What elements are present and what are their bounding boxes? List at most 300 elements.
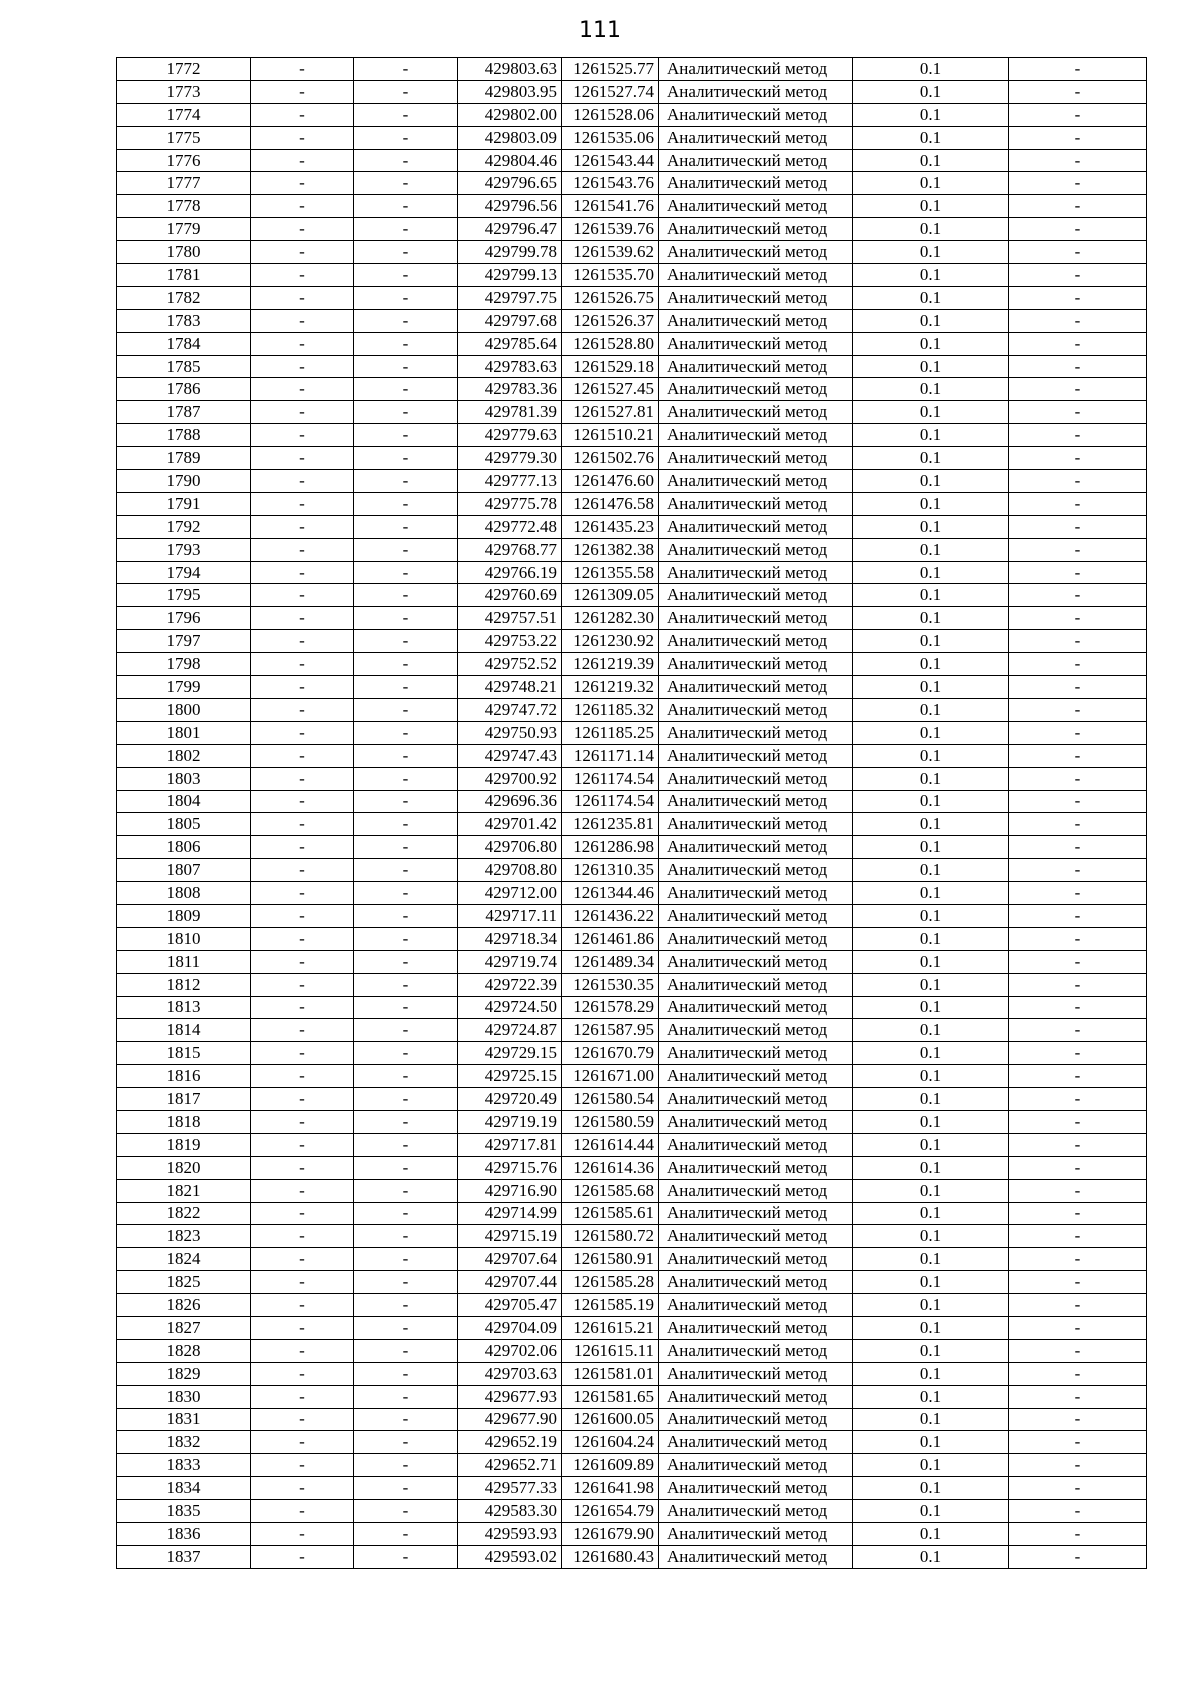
- y-coordinate-cell: 1261476.58: [562, 492, 659, 515]
- method-cell: Аналитический метод: [659, 1225, 853, 1248]
- blank-cell-b: -: [354, 1294, 458, 1317]
- table-row: [117, 904, 1147, 927]
- blank-cell-a: -: [251, 904, 354, 927]
- y-coordinate-cell: 1261185.32: [562, 698, 659, 721]
- blank-cell-a: -: [251, 607, 354, 630]
- method-cell: Аналитический метод: [659, 1110, 853, 1133]
- y-coordinate-cell: 1261585.19: [562, 1294, 659, 1317]
- y-coordinate-cell: 1261530.35: [562, 973, 659, 996]
- point-number-cell: 1827: [117, 1316, 251, 1339]
- blank-cell-b: -: [354, 1500, 458, 1523]
- accuracy-cell: 0.1: [853, 378, 1009, 401]
- method-cell: Аналитический метод: [659, 813, 853, 836]
- y-coordinate-cell: 1261476.60: [562, 470, 659, 493]
- blank-cell-c: -: [1009, 721, 1147, 744]
- point-number-cell: 1817: [117, 1088, 251, 1111]
- point-number-cell: 1804: [117, 790, 251, 813]
- blank-cell-b: -: [354, 515, 458, 538]
- blank-cell-b: -: [354, 241, 458, 264]
- method-cell: Аналитический метод: [659, 1431, 853, 1454]
- table-row: [117, 264, 1147, 287]
- accuracy-cell: 0.1: [853, 927, 1009, 950]
- point-number-cell: 1773: [117, 80, 251, 103]
- x-coordinate-cell: 429583.30: [458, 1500, 562, 1523]
- table-row: [117, 401, 1147, 424]
- point-number-cell: 1806: [117, 836, 251, 859]
- blank-cell-b: -: [354, 904, 458, 927]
- point-number-cell: 1811: [117, 950, 251, 973]
- x-coordinate-cell: 429704.09: [458, 1316, 562, 1339]
- x-coordinate-cell: 429718.34: [458, 927, 562, 950]
- point-number-cell: 1776: [117, 149, 251, 172]
- method-cell: Аналитический метод: [659, 1248, 853, 1271]
- x-coordinate-cell: 429781.39: [458, 401, 562, 424]
- y-coordinate-cell: 1261286.98: [562, 836, 659, 859]
- table-row: [117, 1339, 1147, 1362]
- y-coordinate-cell: 1261529.18: [562, 355, 659, 378]
- method-cell: Аналитический метод: [659, 1316, 853, 1339]
- blank-cell-c: -: [1009, 218, 1147, 241]
- y-coordinate-cell: 1261585.61: [562, 1202, 659, 1225]
- accuracy-cell: 0.1: [853, 1271, 1009, 1294]
- blank-cell-a: -: [251, 1316, 354, 1339]
- blank-cell-c: -: [1009, 950, 1147, 973]
- table-row: [117, 996, 1147, 1019]
- accuracy-cell: 0.1: [853, 447, 1009, 470]
- blank-cell-c: -: [1009, 355, 1147, 378]
- blank-cell-a: -: [251, 1065, 354, 1088]
- blank-cell-c: -: [1009, 1248, 1147, 1271]
- accuracy-cell: 0.1: [853, 424, 1009, 447]
- blank-cell-b: -: [354, 218, 458, 241]
- blank-cell-c: -: [1009, 309, 1147, 332]
- y-coordinate-cell: 1261680.43: [562, 1545, 659, 1568]
- table-row: [117, 584, 1147, 607]
- point-number-cell: 1790: [117, 470, 251, 493]
- table-row: [117, 1065, 1147, 1088]
- accuracy-cell: 0.1: [853, 515, 1009, 538]
- point-number-cell: 1783: [117, 309, 251, 332]
- y-coordinate-cell: 1261585.68: [562, 1179, 659, 1202]
- x-coordinate-cell: 429725.15: [458, 1065, 562, 1088]
- x-coordinate-cell: 429707.64: [458, 1248, 562, 1271]
- point-number-cell: 1781: [117, 264, 251, 287]
- method-cell: Аналитический метод: [659, 309, 853, 332]
- x-coordinate-cell: 429757.51: [458, 607, 562, 630]
- method-cell: Аналитический метод: [659, 653, 853, 676]
- blank-cell-c: -: [1009, 1431, 1147, 1454]
- y-coordinate-cell: 1261382.38: [562, 538, 659, 561]
- x-coordinate-cell: 429803.63: [458, 58, 562, 81]
- method-cell: Аналитический метод: [659, 401, 853, 424]
- point-number-cell: 1797: [117, 630, 251, 653]
- x-coordinate-cell: 429715.76: [458, 1156, 562, 1179]
- point-number-cell: 1816: [117, 1065, 251, 1088]
- table-row: [117, 721, 1147, 744]
- blank-cell-c: -: [1009, 1019, 1147, 1042]
- table-row: [117, 1019, 1147, 1042]
- blank-cell-c: -: [1009, 927, 1147, 950]
- method-cell: Аналитический метод: [659, 630, 853, 653]
- x-coordinate-cell: 429796.65: [458, 172, 562, 195]
- y-coordinate-cell: 1261609.89: [562, 1454, 659, 1477]
- point-number-cell: 1836: [117, 1523, 251, 1546]
- y-coordinate-cell: 1261654.79: [562, 1500, 659, 1523]
- blank-cell-b: -: [354, 721, 458, 744]
- x-coordinate-cell: 429719.74: [458, 950, 562, 973]
- method-cell: Аналитический метод: [659, 904, 853, 927]
- point-number-cell: 1828: [117, 1339, 251, 1362]
- blank-cell-a: -: [251, 767, 354, 790]
- table-row: [117, 1042, 1147, 1065]
- x-coordinate-cell: 429700.92: [458, 767, 562, 790]
- blank-cell-c: -: [1009, 996, 1147, 1019]
- y-coordinate-cell: 1261436.22: [562, 904, 659, 927]
- method-cell: Аналитический метод: [659, 1133, 853, 1156]
- blank-cell-b: -: [354, 80, 458, 103]
- point-number-cell: 1798: [117, 653, 251, 676]
- accuracy-cell: 0.1: [853, 58, 1009, 81]
- blank-cell-a: -: [251, 676, 354, 699]
- blank-cell-a: -: [251, 241, 354, 264]
- blank-cell-c: -: [1009, 1477, 1147, 1500]
- blank-cell-b: -: [354, 1156, 458, 1179]
- point-number-cell: 1805: [117, 813, 251, 836]
- x-coordinate-cell: 429747.72: [458, 698, 562, 721]
- point-number-cell: 1792: [117, 515, 251, 538]
- blank-cell-a: -: [251, 1133, 354, 1156]
- blank-cell-c: -: [1009, 1500, 1147, 1523]
- blank-cell-c: -: [1009, 1545, 1147, 1568]
- table-row: [117, 195, 1147, 218]
- y-coordinate-cell: 1261670.79: [562, 1042, 659, 1065]
- accuracy-cell: 0.1: [853, 309, 1009, 332]
- y-coordinate-cell: 1261309.05: [562, 584, 659, 607]
- table-row: [117, 470, 1147, 493]
- blank-cell-a: -: [251, 401, 354, 424]
- blank-cell-a: -: [251, 538, 354, 561]
- blank-cell-a: -: [251, 1454, 354, 1477]
- x-coordinate-cell: 429716.90: [458, 1179, 562, 1202]
- accuracy-cell: 0.1: [853, 836, 1009, 859]
- blank-cell-b: -: [354, 653, 458, 676]
- blank-cell-b: -: [354, 1545, 458, 1568]
- method-cell: Аналитический метод: [659, 195, 853, 218]
- y-coordinate-cell: 1261527.74: [562, 80, 659, 103]
- method-cell: Аналитический метод: [659, 332, 853, 355]
- blank-cell-a: -: [251, 264, 354, 287]
- y-coordinate-cell: 1261541.76: [562, 195, 659, 218]
- blank-cell-b: -: [354, 790, 458, 813]
- y-coordinate-cell: 1261526.75: [562, 286, 659, 309]
- accuracy-cell: 0.1: [853, 744, 1009, 767]
- table-row: [117, 1454, 1147, 1477]
- y-coordinate-cell: 1261435.23: [562, 515, 659, 538]
- method-cell: Аналитический метод: [659, 286, 853, 309]
- accuracy-cell: 0.1: [853, 1385, 1009, 1408]
- blank-cell-a: -: [251, 126, 354, 149]
- x-coordinate-cell: 429777.13: [458, 470, 562, 493]
- y-coordinate-cell: 1261230.92: [562, 630, 659, 653]
- method-cell: Аналитический метод: [659, 1271, 853, 1294]
- table-row: [117, 882, 1147, 905]
- blank-cell-c: -: [1009, 195, 1147, 218]
- blank-cell-b: -: [354, 1362, 458, 1385]
- x-coordinate-cell: 429750.93: [458, 721, 562, 744]
- y-coordinate-cell: 1261615.21: [562, 1316, 659, 1339]
- blank-cell-a: -: [251, 973, 354, 996]
- table-row: [117, 332, 1147, 355]
- y-coordinate-cell: 1261585.28: [562, 1271, 659, 1294]
- method-cell: Аналитический метод: [659, 950, 853, 973]
- blank-cell-b: -: [354, 950, 458, 973]
- y-coordinate-cell: 1261185.25: [562, 721, 659, 744]
- blank-cell-c: -: [1009, 1133, 1147, 1156]
- accuracy-cell: 0.1: [853, 996, 1009, 1019]
- point-number-cell: 1800: [117, 698, 251, 721]
- table-row: [117, 309, 1147, 332]
- blank-cell-c: -: [1009, 515, 1147, 538]
- x-coordinate-cell: 429803.95: [458, 80, 562, 103]
- accuracy-cell: 0.1: [853, 630, 1009, 653]
- blank-cell-b: -: [354, 836, 458, 859]
- method-cell: Аналитический метод: [659, 538, 853, 561]
- y-coordinate-cell: 1261535.70: [562, 264, 659, 287]
- method-cell: Аналитический метод: [659, 859, 853, 882]
- table-row: [117, 1294, 1147, 1317]
- y-coordinate-cell: 1261527.45: [562, 378, 659, 401]
- blank-cell-c: -: [1009, 698, 1147, 721]
- accuracy-cell: 0.1: [853, 1408, 1009, 1431]
- table-row: [117, 172, 1147, 195]
- blank-cell-a: -: [251, 1110, 354, 1133]
- point-number-cell: 1821: [117, 1179, 251, 1202]
- blank-cell-b: -: [354, 1316, 458, 1339]
- accuracy-cell: 0.1: [853, 1454, 1009, 1477]
- blank-cell-a: -: [251, 172, 354, 195]
- blank-cell-b: -: [354, 630, 458, 653]
- accuracy-cell: 0.1: [853, 80, 1009, 103]
- blank-cell-b: -: [354, 1225, 458, 1248]
- point-number-cell: 1787: [117, 401, 251, 424]
- accuracy-cell: 0.1: [853, 286, 1009, 309]
- y-coordinate-cell: 1261219.32: [562, 676, 659, 699]
- point-number-cell: 1834: [117, 1477, 251, 1500]
- method-cell: Аналитический метод: [659, 1477, 853, 1500]
- point-number-cell: 1803: [117, 767, 251, 790]
- blank-cell-a: -: [251, 515, 354, 538]
- point-number-cell: 1794: [117, 561, 251, 584]
- blank-cell-b: -: [354, 538, 458, 561]
- table-row: [117, 607, 1147, 630]
- y-coordinate-cell: 1261171.14: [562, 744, 659, 767]
- y-coordinate-cell: 1261510.21: [562, 424, 659, 447]
- blank-cell-c: -: [1009, 424, 1147, 447]
- x-coordinate-cell: 429722.39: [458, 973, 562, 996]
- blank-cell-b: -: [354, 401, 458, 424]
- blank-cell-a: -: [251, 882, 354, 905]
- method-cell: Аналитический метод: [659, 172, 853, 195]
- x-coordinate-cell: 429799.78: [458, 241, 562, 264]
- accuracy-cell: 0.1: [853, 241, 1009, 264]
- method-cell: Аналитический метод: [659, 1362, 853, 1385]
- method-cell: Аналитический метод: [659, 103, 853, 126]
- point-number-cell: 1814: [117, 1019, 251, 1042]
- y-coordinate-cell: 1261539.76: [562, 218, 659, 241]
- table-row: [117, 126, 1147, 149]
- point-number-cell: 1791: [117, 492, 251, 515]
- y-coordinate-cell: 1261543.44: [562, 149, 659, 172]
- blank-cell-c: -: [1009, 744, 1147, 767]
- point-number-cell: 1810: [117, 927, 251, 950]
- table-row: [117, 218, 1147, 241]
- table-row: [117, 1523, 1147, 1546]
- table-row: [117, 790, 1147, 813]
- method-cell: Аналитический метод: [659, 1065, 853, 1088]
- accuracy-cell: 0.1: [853, 264, 1009, 287]
- blank-cell-a: -: [251, 1294, 354, 1317]
- blank-cell-a: -: [251, 309, 354, 332]
- blank-cell-c: -: [1009, 538, 1147, 561]
- accuracy-cell: 0.1: [853, 355, 1009, 378]
- table-row: [117, 1156, 1147, 1179]
- x-coordinate-cell: 429796.56: [458, 195, 562, 218]
- y-coordinate-cell: 1261581.01: [562, 1362, 659, 1385]
- x-coordinate-cell: 429797.75: [458, 286, 562, 309]
- table-row: [117, 241, 1147, 264]
- point-number-cell: 1780: [117, 241, 251, 264]
- blank-cell-a: -: [251, 584, 354, 607]
- accuracy-cell: 0.1: [853, 1202, 1009, 1225]
- y-coordinate-cell: 1261614.44: [562, 1133, 659, 1156]
- point-number-cell: 1799: [117, 676, 251, 699]
- blank-cell-b: -: [354, 1133, 458, 1156]
- point-number-cell: 1802: [117, 744, 251, 767]
- accuracy-cell: 0.1: [853, 1316, 1009, 1339]
- blank-cell-c: -: [1009, 172, 1147, 195]
- x-coordinate-cell: 429593.02: [458, 1545, 562, 1568]
- y-coordinate-cell: 1261580.54: [562, 1088, 659, 1111]
- x-coordinate-cell: 429803.09: [458, 126, 562, 149]
- method-cell: Аналитический метод: [659, 1042, 853, 1065]
- method-cell: Аналитический метод: [659, 1156, 853, 1179]
- blank-cell-c: -: [1009, 1110, 1147, 1133]
- point-number-cell: 1823: [117, 1225, 251, 1248]
- method-cell: Аналитический метод: [659, 126, 853, 149]
- accuracy-cell: 0.1: [853, 1110, 1009, 1133]
- table-row: [117, 1545, 1147, 1568]
- point-number-cell: 1778: [117, 195, 251, 218]
- y-coordinate-cell: 1261535.06: [562, 126, 659, 149]
- blank-cell-a: -: [251, 470, 354, 493]
- table-row: [117, 286, 1147, 309]
- blank-cell-b: -: [354, 744, 458, 767]
- y-coordinate-cell: 1261641.98: [562, 1477, 659, 1500]
- accuracy-cell: 0.1: [853, 149, 1009, 172]
- x-coordinate-cell: 429719.19: [458, 1110, 562, 1133]
- blank-cell-a: -: [251, 1339, 354, 1362]
- blank-cell-b: -: [354, 149, 458, 172]
- table-row: [117, 1431, 1147, 1454]
- method-cell: Аналитический метод: [659, 1454, 853, 1477]
- blank-cell-b: -: [354, 607, 458, 630]
- y-coordinate-cell: 1261679.90: [562, 1523, 659, 1546]
- point-number-cell: 1801: [117, 721, 251, 744]
- table-row: [117, 1316, 1147, 1339]
- y-coordinate-cell: 1261580.91: [562, 1248, 659, 1271]
- blank-cell-a: -: [251, 195, 354, 218]
- accuracy-cell: 0.1: [853, 676, 1009, 699]
- blank-cell-b: -: [354, 355, 458, 378]
- y-coordinate-cell: 1261219.39: [562, 653, 659, 676]
- blank-cell-c: -: [1009, 1088, 1147, 1111]
- blank-cell-a: -: [251, 1385, 354, 1408]
- blank-cell-b: -: [354, 1179, 458, 1202]
- y-coordinate-cell: 1261502.76: [562, 447, 659, 470]
- blank-cell-a: -: [251, 721, 354, 744]
- blank-cell-a: -: [251, 790, 354, 813]
- table-row: [117, 492, 1147, 515]
- point-number-cell: 1818: [117, 1110, 251, 1133]
- blank-cell-a: -: [251, 1179, 354, 1202]
- y-coordinate-cell: 1261355.58: [562, 561, 659, 584]
- accuracy-cell: 0.1: [853, 950, 1009, 973]
- blank-cell-b: -: [354, 1019, 458, 1042]
- blank-cell-b: -: [354, 996, 458, 1019]
- point-number-cell: 1831: [117, 1408, 251, 1431]
- x-coordinate-cell: 429714.99: [458, 1202, 562, 1225]
- table-row: [117, 1248, 1147, 1271]
- blank-cell-b: -: [354, 927, 458, 950]
- blank-cell-a: -: [251, 492, 354, 515]
- method-cell: Аналитический метод: [659, 767, 853, 790]
- blank-cell-a: -: [251, 1362, 354, 1385]
- x-coordinate-cell: 429677.90: [458, 1408, 562, 1431]
- method-cell: Аналитический метод: [659, 561, 853, 584]
- blank-cell-c: -: [1009, 790, 1147, 813]
- blank-cell-c: -: [1009, 332, 1147, 355]
- table-row: [117, 447, 1147, 470]
- point-number-cell: 1775: [117, 126, 251, 149]
- y-coordinate-cell: 1261614.36: [562, 1156, 659, 1179]
- method-cell: Аналитический метод: [659, 996, 853, 1019]
- blank-cell-b: -: [354, 1431, 458, 1454]
- blank-cell-b: -: [354, 424, 458, 447]
- accuracy-cell: 0.1: [853, 1156, 1009, 1179]
- blank-cell-b: -: [354, 813, 458, 836]
- accuracy-cell: 0.1: [853, 1248, 1009, 1271]
- blank-cell-a: -: [251, 698, 354, 721]
- method-cell: Аналитический метод: [659, 607, 853, 630]
- x-coordinate-cell: 429752.52: [458, 653, 562, 676]
- blank-cell-c: -: [1009, 904, 1147, 927]
- blank-cell-c: -: [1009, 1042, 1147, 1065]
- accuracy-cell: 0.1: [853, 584, 1009, 607]
- x-coordinate-cell: 429766.19: [458, 561, 562, 584]
- x-coordinate-cell: 429760.69: [458, 584, 562, 607]
- point-number-cell: 1812: [117, 973, 251, 996]
- blank-cell-a: -: [251, 447, 354, 470]
- method-cell: Аналитический метод: [659, 515, 853, 538]
- method-cell: Аналитический метод: [659, 836, 853, 859]
- x-coordinate-cell: 429804.46: [458, 149, 562, 172]
- y-coordinate-cell: 1261581.65: [562, 1385, 659, 1408]
- y-coordinate-cell: 1261528.80: [562, 332, 659, 355]
- y-coordinate-cell: 1261587.95: [562, 1019, 659, 1042]
- y-coordinate-cell: 1261580.72: [562, 1225, 659, 1248]
- blank-cell-b: -: [354, 1339, 458, 1362]
- blank-cell-a: -: [251, 286, 354, 309]
